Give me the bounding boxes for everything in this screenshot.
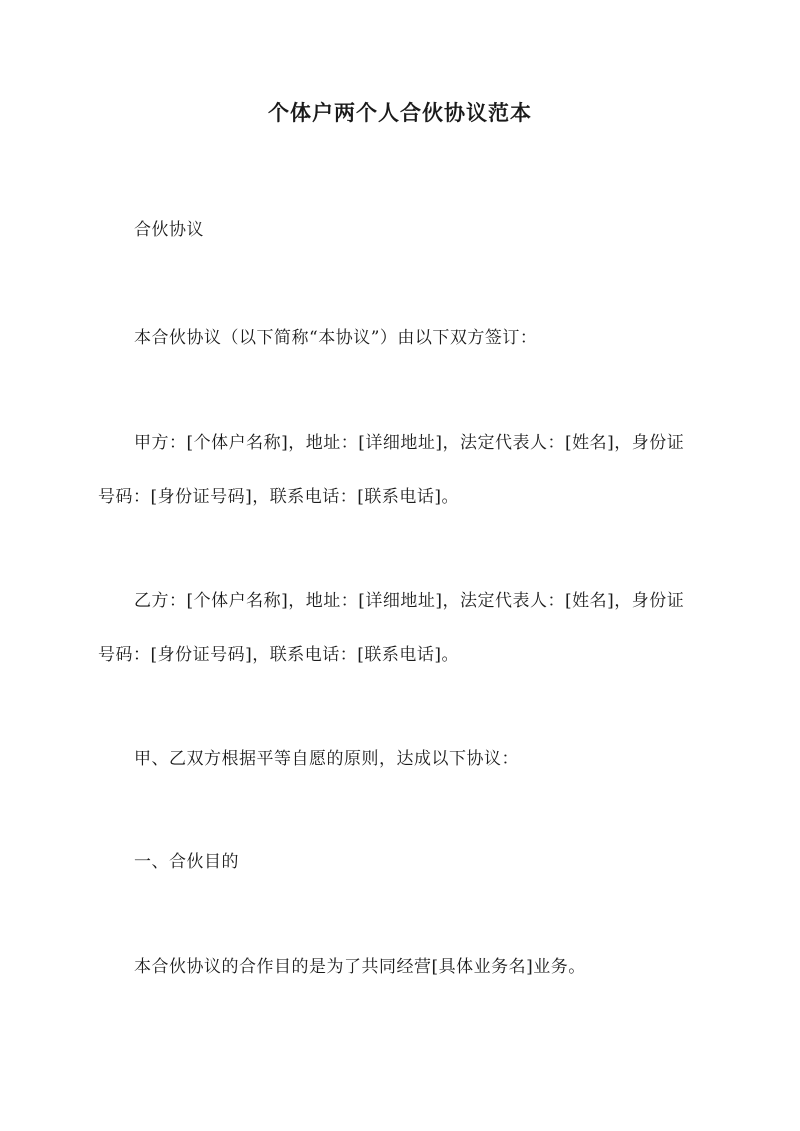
section-heading-purpose: 一、合伙目的 [134, 852, 239, 872]
intro-paragraph: 本合伙协议（以下简称“本协议”）由以下双方签订： [134, 328, 538, 348]
agreement-statement: 甲、乙双方根据平等自愿的原则，达成以下协议： [134, 749, 519, 769]
purpose-paragraph: 本合伙协议的合作目的是为了共同经营[具体业务名]业务。 [134, 957, 586, 977]
party-a-paragraph: 甲方：[个体户名称]，地址：[详细地址]，法定代表人：[姓名]，身份证号码：[身份证号码]，联系电话：[联系电话]。 [98, 433, 685, 507]
document-title: 个体户两个人合伙协议范本 [268, 100, 532, 125]
section-heading-agreement: 合伙协议 [134, 220, 204, 240]
party-b-paragraph: 乙方：[个体户名称]，地址：[详细地址]，法定代表人：[姓名]，身份证号码：[身份证号码]，联系电话：[联系电话]。 [98, 591, 685, 665]
